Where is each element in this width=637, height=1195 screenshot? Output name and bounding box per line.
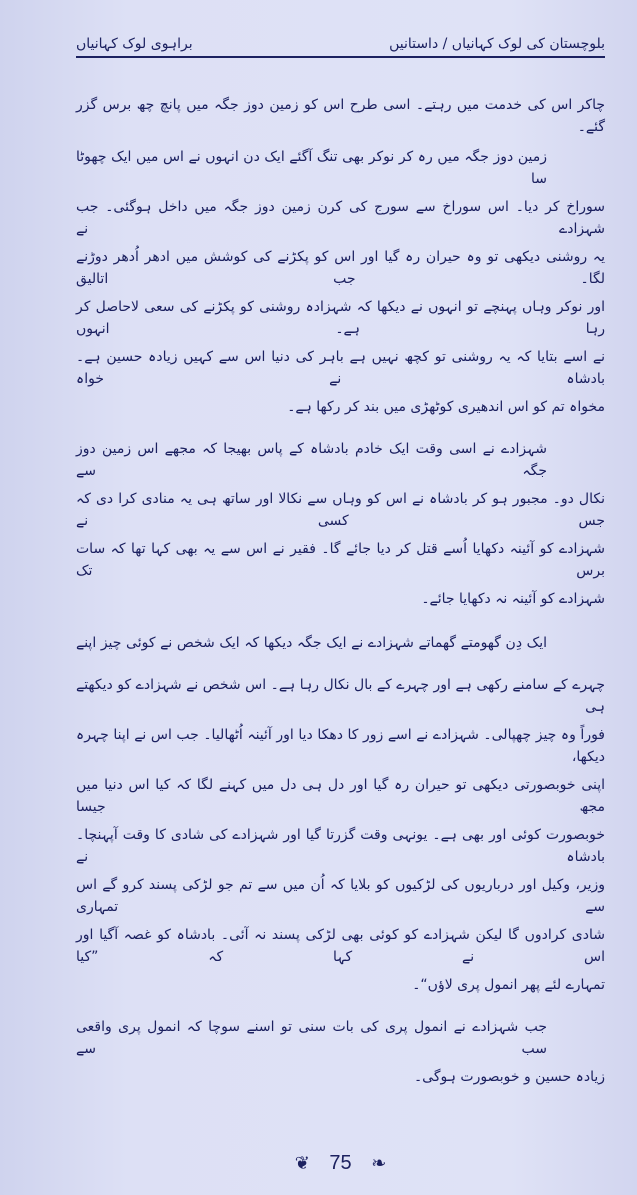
section-title: براہوی لوک کہانیاں xyxy=(76,36,193,52)
text-line: ایک دِن گھومتے گھماتے شہزادے نے ایک جگہ دیکھا کہ ایک شخص نے کوئی چیز اپنے xyxy=(76,635,547,651)
text-line: اور نوکر وہاں پہنچے تو انہوں نے دیکھا کہ شہزادہ روشنی کو پکڑنے کی سعی لاحاصل کر رہا ہے۔ انہوں xyxy=(76,299,605,337)
text-line: جب شہزادے نے انمول پری کی بات سنی تو اسنے سوچا کہ انمول پری واقعی سب سے xyxy=(76,1019,547,1057)
text-line: چہرے کے سامنے رکھی ہے اور چہرے کے بال نکال رہا ہے۔ اس شخص نے شہزادے کو دیکھتے ہی xyxy=(76,677,605,715)
text-line: یہ روشنی دیکھی تو وہ حیران رہ گیا اور اس کو پکڑنے کی کوشش میں ادھر اُدھر دوڑنے لگا۔ جب اتالیق xyxy=(76,249,605,287)
body-text xyxy=(76,88,605,1102)
ornament-right-icon: ❧ xyxy=(371,1153,387,1173)
text-line: شہزادے نے اسی وقت ایک خادم بادشاہ کے پاس بھیجا کہ مجھے اس زمین دوز جگہ سے xyxy=(76,441,547,479)
page-number: 75 xyxy=(329,1152,352,1174)
text-line: وزیر، وکیل اور درباریوں کی لڑکیوں کو بلایا کہ اُن میں سے تم جو لڑکی پسند کرو گے اس سے تمہاری xyxy=(76,877,605,915)
page-footer xyxy=(76,1152,605,1175)
running-header xyxy=(76,36,605,58)
text-line: مخواہ تم کو اس اندھیری کوٹھڑی میں بند کر رکھا ہے۔ xyxy=(287,399,605,415)
ornament-left-icon: ❦ xyxy=(294,1153,310,1173)
text-line: زمین دوز جگہ میں رہ کر نوکر بھی تنگ آگئے ایک دن انہوں نے اس میں ایک چھوٹا سا xyxy=(76,149,547,187)
text-line: اپنی خوبصورتی دیکھی تو حیران رہ گیا اور دل ہی دل میں کہنے لگا کہ کیا اس دنیا میں مجھ جیسا xyxy=(76,777,605,815)
text-line: چاکر اس کی خدمت میں رہتے۔ اسی طرح اس کو زمین دوز جگہ میں پانچ چھ برس گزر گئے۔ xyxy=(76,97,605,135)
text-line: شہزادے کو آئینہ نہ دکھایا جائے۔ xyxy=(421,591,605,607)
text-line: شہزادے کو آئینہ دکھایا اُسے قتل کر دیا جائے گا۔ فقیر نے اس سے یہ بھی کہا تھا کہ سات برس تک xyxy=(76,541,605,579)
text-line: خوبصورت کوئی اور بھی ہے۔ یونہی وقت گزرتا گیا اور شہزادے کی شادی کا وقت آپہنچا۔ بادشاہ نے xyxy=(76,827,605,865)
text-line: نے اسے بتایا کہ یہ روشنی تو کچھ نہیں ہے باہر کی دنیا اس سے کہیں زیادہ حسین ہے۔ بادشاہ نے خواہ xyxy=(76,349,605,387)
text-line: تمہارے لئے پھر انمول پری لاؤں“۔ xyxy=(412,977,605,993)
text-line: سوراخ کر دیا۔ اس سوراخ سے سورج کی کرن زمین دوز جگہ میں داخل ہوگئی۔ جب شہزادے نے xyxy=(76,199,605,237)
text-line: فوراً وہ چیز چھپالی۔ شہزادے نے اسے زور کا دھکا دیا اور آئینہ اُٹھالیا۔ جب اس نے اپنا چہرہ دیکھا، xyxy=(76,727,606,765)
text-line: زیادہ حسین و خوبصورت ہوگی۔ xyxy=(413,1069,605,1085)
text-line: شادی کرادوں گا لیکن شہزادے کو کوئی بھی لڑکی پسند نہ آئی۔ بادشاہ کو غصہ آگیا اور اس نے کہا کہ ”کیا xyxy=(76,927,605,965)
text-line: نکال دو۔ مجبور ہو کر بادشاہ نے اس کو وہاں سے نکالا اور ساتھ ہی یہ منادی کرا دی کہ جس کسی نے xyxy=(76,491,605,529)
book-title: بلوچستان کی لوک کہانیاں / داستانیں xyxy=(389,36,605,52)
